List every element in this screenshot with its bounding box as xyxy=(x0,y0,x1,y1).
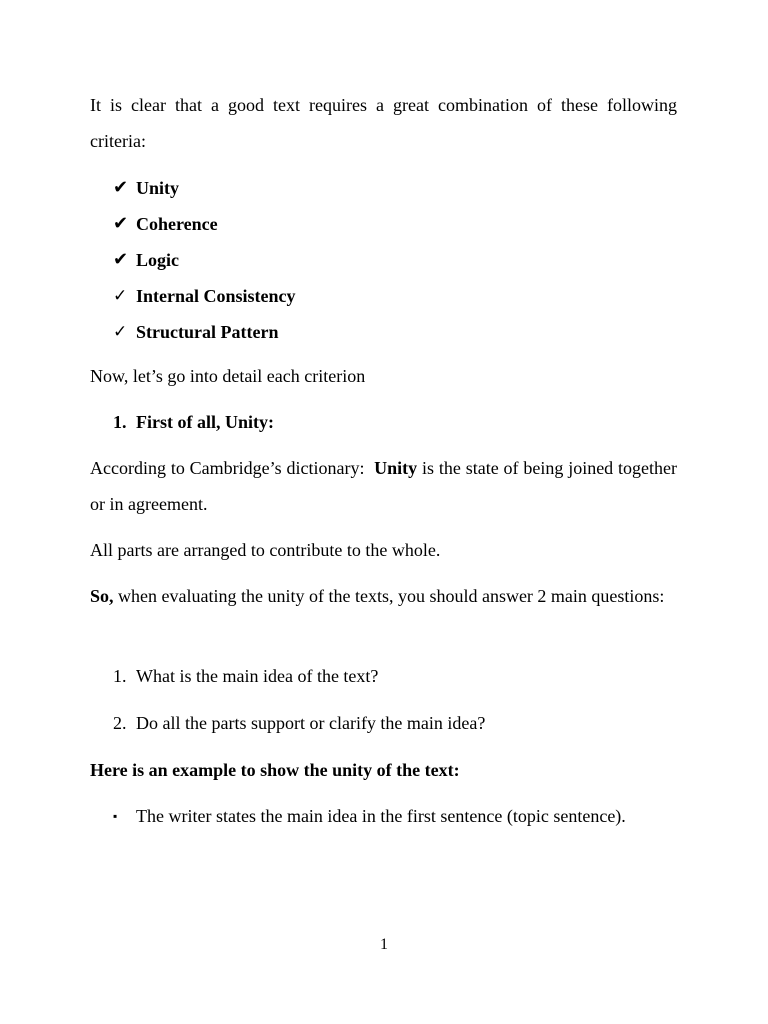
criteria-checklist xyxy=(113,170,296,350)
definition-paragraph xyxy=(90,450,677,522)
parts-paragraph: All parts are arranged to contribute to the whole. xyxy=(90,540,441,560)
section-heading xyxy=(113,404,274,440)
heavy-check-icon: ✔ xyxy=(113,249,129,270)
section-title: First of all, Unity: xyxy=(136,412,274,432)
definition-suffix: is the state of being joined together or in agreement. xyxy=(90,458,678,514)
square-bullet-icon: ▪ xyxy=(113,809,118,823)
question-number: 1. xyxy=(113,666,127,686)
example-heading: Here is an example to show the unity of the text: xyxy=(90,760,460,780)
criteria-item xyxy=(113,170,296,206)
example-bullet xyxy=(113,798,677,834)
check-icon: ✓ xyxy=(113,322,128,342)
evaluation-paragraph xyxy=(90,578,677,614)
question-item xyxy=(113,705,485,752)
heavy-check-icon: ✔ xyxy=(113,213,129,234)
definition-term: Unity xyxy=(374,458,418,478)
evaluation-lead: So, xyxy=(90,586,114,606)
evaluation-rest: when evaluating the unity of the texts, you should answer 2 main questions: xyxy=(113,586,665,606)
criteria-label: Unity xyxy=(136,178,180,198)
definition-prefix: According to Cambridge’s dictionary: xyxy=(90,458,375,478)
question-text: What is the main idea of the text? xyxy=(136,666,379,686)
question-text: Do all the parts support or clarify the main idea? xyxy=(136,713,486,733)
transition-paragraph: Now, let’s go into detail each criterion xyxy=(90,366,366,386)
criteria-label: Structural Pattern xyxy=(136,322,279,342)
heavy-check-icon: ✔ xyxy=(113,177,129,198)
question-number: 2. xyxy=(113,713,127,733)
question-item xyxy=(113,658,485,705)
criteria-item xyxy=(113,206,296,242)
intro-paragraph: It is clear that a good text requires a great combination of these following criteria: xyxy=(90,95,677,151)
page-number: 1 xyxy=(380,936,388,953)
questions-list xyxy=(113,658,485,752)
check-icon: ✓ xyxy=(113,286,128,306)
criteria-label: Coherence xyxy=(136,214,218,234)
criteria-item xyxy=(113,242,296,278)
criteria-item xyxy=(113,314,296,350)
criteria-label: Logic xyxy=(136,250,179,270)
section-number: 1. xyxy=(113,412,127,432)
criteria-item xyxy=(113,278,296,314)
bullet-text: The writer states the main idea in the first sentence (topic sentence). xyxy=(136,806,626,826)
criteria-label: Internal Consistency xyxy=(136,286,296,306)
